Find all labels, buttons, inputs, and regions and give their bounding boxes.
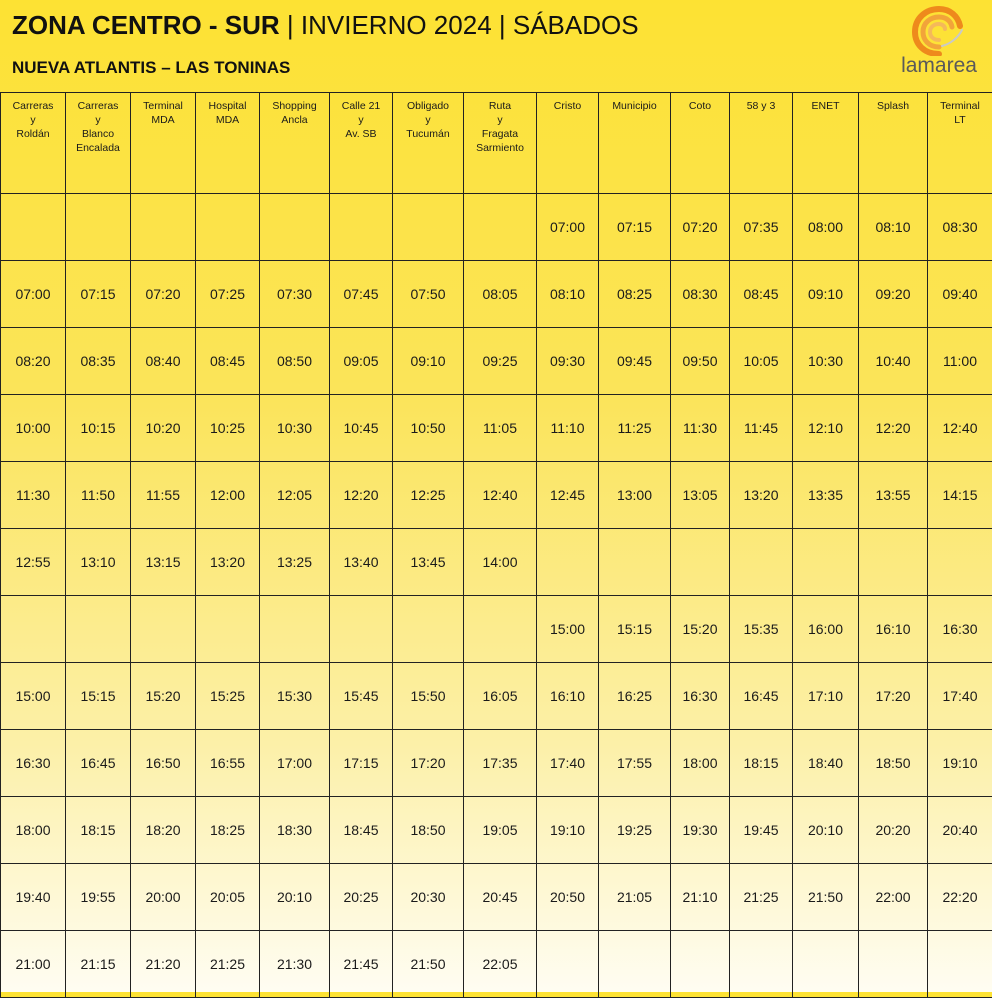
page-title xyxy=(12,8,639,42)
stop-header-line: Obligado xyxy=(393,99,463,113)
stop-header-line: Splash xyxy=(859,99,927,113)
time-cell: 13:20 xyxy=(730,462,793,529)
stop-header-line: ENET xyxy=(793,99,858,113)
time-cell: 22:20 xyxy=(928,864,992,931)
stop-header-line: LT xyxy=(928,113,992,127)
time-cell: 16:30 xyxy=(671,663,730,730)
stop-header xyxy=(464,93,537,194)
stop-header-line: Carreras xyxy=(66,99,130,113)
time-cell: 18:45 xyxy=(330,797,393,864)
time-cell: 16:55 xyxy=(196,730,260,797)
time-cell: 19:30 xyxy=(671,797,730,864)
stop-header xyxy=(730,93,793,194)
schedule-body xyxy=(1,194,992,998)
time-cell: 07:15 xyxy=(66,261,131,328)
stop-header-line: Terminal xyxy=(131,99,195,113)
time-cell: 20:00 xyxy=(131,864,196,931)
time-cell: 16:10 xyxy=(859,596,928,663)
time-cell xyxy=(599,931,671,998)
time-cell: 17:20 xyxy=(393,730,464,797)
time-cell xyxy=(671,931,730,998)
time-cell xyxy=(260,194,330,261)
stop-header-line: 58 y 3 xyxy=(730,99,792,113)
time-cell: 20:45 xyxy=(464,864,537,931)
time-cell: 16:25 xyxy=(599,663,671,730)
time-cell: 12:05 xyxy=(260,462,330,529)
time-cell: 07:30 xyxy=(260,261,330,328)
time-cell: 08:00 xyxy=(793,194,859,261)
time-cell: 21:00 xyxy=(1,931,66,998)
time-cell: 10:45 xyxy=(330,395,393,462)
stop-header xyxy=(330,93,393,194)
stop-header-line: Ancla xyxy=(260,113,329,127)
table-row xyxy=(1,328,992,395)
time-cell: 11:50 xyxy=(66,462,131,529)
stop-header-line: Roldán xyxy=(1,127,65,141)
time-cell: 11:30 xyxy=(1,462,66,529)
time-cell xyxy=(730,931,793,998)
time-cell: 11:10 xyxy=(537,395,599,462)
time-cell: 19:25 xyxy=(599,797,671,864)
title-season: | INVIERNO 2024 | SÁBADOS xyxy=(280,10,639,40)
time-cell: 16:50 xyxy=(131,730,196,797)
time-cell: 16:00 xyxy=(793,596,859,663)
logo-text: lamarea xyxy=(894,54,984,78)
time-cell: 10:30 xyxy=(260,395,330,462)
stop-header-line: y xyxy=(1,113,65,127)
stop-header-line: Ruta xyxy=(464,99,536,113)
time-cell: 17:40 xyxy=(537,730,599,797)
time-cell: 19:10 xyxy=(537,797,599,864)
stop-header-line: Terminal xyxy=(928,99,992,113)
time-cell: 13:05 xyxy=(671,462,730,529)
stop-header-line: Hospital xyxy=(196,99,259,113)
time-cell: 15:25 xyxy=(196,663,260,730)
time-cell: 13:35 xyxy=(793,462,859,529)
time-cell: 21:25 xyxy=(730,864,793,931)
spiral-wave-icon xyxy=(912,6,966,56)
table-row xyxy=(1,462,992,529)
time-cell: 19:10 xyxy=(928,730,992,797)
time-cell: 07:00 xyxy=(1,261,66,328)
time-cell: 10:20 xyxy=(131,395,196,462)
stop-header-line: MDA xyxy=(131,113,195,127)
time-cell: 08:20 xyxy=(1,328,66,395)
time-cell: 09:10 xyxy=(393,328,464,395)
time-cell xyxy=(599,529,671,596)
time-cell: 09:40 xyxy=(928,261,992,328)
time-cell: 10:50 xyxy=(393,395,464,462)
time-cell: 09:05 xyxy=(330,328,393,395)
stop-header-line: Cristo xyxy=(537,99,598,113)
time-cell: 13:25 xyxy=(260,529,330,596)
stop-header-line: y xyxy=(66,113,130,127)
time-cell: 20:50 xyxy=(537,864,599,931)
time-cell xyxy=(330,194,393,261)
stop-header xyxy=(260,93,330,194)
stop-header xyxy=(859,93,928,194)
time-cell: 17:15 xyxy=(330,730,393,797)
time-cell: 07:45 xyxy=(330,261,393,328)
time-cell: 10:25 xyxy=(196,395,260,462)
time-cell xyxy=(537,529,599,596)
time-cell: 11:55 xyxy=(131,462,196,529)
page-header xyxy=(0,0,992,92)
time-cell: 18:20 xyxy=(131,797,196,864)
time-cell: 18:50 xyxy=(859,730,928,797)
time-cell: 21:30 xyxy=(260,931,330,998)
stop-header xyxy=(131,93,196,194)
time-cell: 19:45 xyxy=(730,797,793,864)
time-cell xyxy=(928,529,992,596)
table-row xyxy=(1,663,992,730)
stop-header-line: Shopping xyxy=(260,99,329,113)
time-cell: 07:50 xyxy=(393,261,464,328)
time-cell: 12:25 xyxy=(393,462,464,529)
time-cell: 18:00 xyxy=(1,797,66,864)
time-cell: 08:10 xyxy=(859,194,928,261)
time-cell xyxy=(928,931,992,998)
time-cell: 13:00 xyxy=(599,462,671,529)
time-cell: 10:40 xyxy=(859,328,928,395)
stop-header xyxy=(599,93,671,194)
time-cell: 13:20 xyxy=(196,529,260,596)
table-row xyxy=(1,931,992,998)
time-cell xyxy=(859,529,928,596)
time-cell: 07:00 xyxy=(537,194,599,261)
stop-header-line: Municipio xyxy=(599,99,670,113)
time-cell: 15:00 xyxy=(1,663,66,730)
time-cell xyxy=(730,529,793,596)
table-row xyxy=(1,261,992,328)
time-cell: 21:20 xyxy=(131,931,196,998)
time-cell xyxy=(66,194,131,261)
stop-header-line: Av. SB xyxy=(330,127,392,141)
time-cell: 15:15 xyxy=(599,596,671,663)
time-cell: 13:15 xyxy=(131,529,196,596)
time-cell: 15:20 xyxy=(671,596,730,663)
time-cell: 21:45 xyxy=(330,931,393,998)
time-cell: 11:30 xyxy=(671,395,730,462)
time-cell: 10:15 xyxy=(66,395,131,462)
stop-header-line: Fragata xyxy=(464,127,536,141)
stop-header xyxy=(928,93,992,194)
time-cell: 12:20 xyxy=(859,395,928,462)
schedule-table xyxy=(0,92,992,998)
table-row xyxy=(1,797,992,864)
time-cell: 07:20 xyxy=(671,194,730,261)
time-cell: 18:30 xyxy=(260,797,330,864)
time-cell: 08:45 xyxy=(730,261,793,328)
time-cell: 11:00 xyxy=(928,328,992,395)
stop-header xyxy=(793,93,859,194)
time-cell: 17:10 xyxy=(793,663,859,730)
time-cell: 08:35 xyxy=(66,328,131,395)
time-cell: 08:50 xyxy=(260,328,330,395)
stop-header xyxy=(196,93,260,194)
time-cell: 18:15 xyxy=(66,797,131,864)
time-cell: 12:00 xyxy=(196,462,260,529)
time-cell: 09:30 xyxy=(537,328,599,395)
time-cell: 17:35 xyxy=(464,730,537,797)
time-cell: 15:35 xyxy=(730,596,793,663)
stop-header-line: y xyxy=(464,113,536,127)
time-cell: 21:15 xyxy=(66,931,131,998)
time-cell: 10:05 xyxy=(730,328,793,395)
time-cell: 21:50 xyxy=(393,931,464,998)
time-cell: 18:15 xyxy=(730,730,793,797)
time-cell xyxy=(196,596,260,663)
time-cell: 12:55 xyxy=(1,529,66,596)
time-cell: 07:35 xyxy=(730,194,793,261)
lamarea-logo xyxy=(894,6,984,78)
time-cell: 12:40 xyxy=(928,395,992,462)
time-cell: 22:05 xyxy=(464,931,537,998)
time-cell xyxy=(196,194,260,261)
stop-header-line: MDA xyxy=(196,113,259,127)
time-cell: 20:05 xyxy=(196,864,260,931)
time-cell xyxy=(671,529,730,596)
time-cell: 20:20 xyxy=(859,797,928,864)
time-cell xyxy=(859,931,928,998)
time-cell: 15:00 xyxy=(537,596,599,663)
time-cell: 09:45 xyxy=(599,328,671,395)
table-row xyxy=(1,395,992,462)
time-cell xyxy=(793,931,859,998)
time-cell: 09:10 xyxy=(793,261,859,328)
stop-header xyxy=(393,93,464,194)
time-cell: 08:05 xyxy=(464,261,537,328)
time-cell: 12:20 xyxy=(330,462,393,529)
time-cell: 21:25 xyxy=(196,931,260,998)
stop-header xyxy=(537,93,599,194)
time-cell: 08:25 xyxy=(599,261,671,328)
stop-header-line: Tucumán xyxy=(393,127,463,141)
table-row xyxy=(1,194,992,261)
time-cell: 19:05 xyxy=(464,797,537,864)
time-cell: 18:50 xyxy=(393,797,464,864)
table-row xyxy=(1,529,992,596)
time-cell: 21:05 xyxy=(599,864,671,931)
time-cell: 20:25 xyxy=(330,864,393,931)
time-cell: 15:20 xyxy=(131,663,196,730)
time-cell xyxy=(66,596,131,663)
time-cell: 18:40 xyxy=(793,730,859,797)
time-cell: 13:10 xyxy=(66,529,131,596)
time-cell: 20:40 xyxy=(928,797,992,864)
time-cell: 09:25 xyxy=(464,328,537,395)
table-row xyxy=(1,730,992,797)
header-row xyxy=(1,93,992,194)
time-cell: 12:10 xyxy=(793,395,859,462)
time-cell: 15:30 xyxy=(260,663,330,730)
title-zone: ZONA CENTRO - SUR xyxy=(12,10,280,40)
time-cell: 17:55 xyxy=(599,730,671,797)
stop-header-line: Calle 21 xyxy=(330,99,392,113)
stop-header-line: Coto xyxy=(671,99,729,113)
time-cell xyxy=(330,596,393,663)
time-cell: 15:15 xyxy=(66,663,131,730)
time-cell: 17:40 xyxy=(928,663,992,730)
time-cell: 21:50 xyxy=(793,864,859,931)
time-cell: 20:30 xyxy=(393,864,464,931)
time-cell: 08:30 xyxy=(671,261,730,328)
time-cell: 08:40 xyxy=(131,328,196,395)
time-cell: 13:55 xyxy=(859,462,928,529)
time-cell xyxy=(1,194,66,261)
time-cell: 11:05 xyxy=(464,395,537,462)
time-cell: 20:10 xyxy=(260,864,330,931)
time-cell: 12:45 xyxy=(537,462,599,529)
time-cell xyxy=(793,529,859,596)
time-cell: 15:50 xyxy=(393,663,464,730)
time-cell: 12:40 xyxy=(464,462,537,529)
time-cell: 19:55 xyxy=(66,864,131,931)
time-cell: 07:25 xyxy=(196,261,260,328)
time-cell: 21:10 xyxy=(671,864,730,931)
time-cell xyxy=(393,194,464,261)
time-cell: 20:10 xyxy=(793,797,859,864)
stop-header xyxy=(66,93,131,194)
time-cell: 14:00 xyxy=(464,529,537,596)
time-cell xyxy=(1,596,66,663)
time-cell: 09:20 xyxy=(859,261,928,328)
time-cell: 11:25 xyxy=(599,395,671,462)
time-cell: 16:30 xyxy=(1,730,66,797)
time-cell: 11:45 xyxy=(730,395,793,462)
stop-header-line: Carreras xyxy=(1,99,65,113)
time-cell: 16:10 xyxy=(537,663,599,730)
time-cell: 13:45 xyxy=(393,529,464,596)
stop-header-line: y xyxy=(330,113,392,127)
stop-header-line: y xyxy=(393,113,463,127)
time-cell: 13:40 xyxy=(330,529,393,596)
time-cell: 16:45 xyxy=(730,663,793,730)
time-cell: 16:45 xyxy=(66,730,131,797)
time-cell xyxy=(260,596,330,663)
time-cell: 22:00 xyxy=(859,864,928,931)
stop-header xyxy=(1,93,66,194)
time-cell: 18:25 xyxy=(196,797,260,864)
time-cell: 08:30 xyxy=(928,194,992,261)
stop-header xyxy=(671,93,730,194)
stop-header-line: Blanco xyxy=(66,127,130,141)
time-cell: 07:20 xyxy=(131,261,196,328)
time-cell: 18:00 xyxy=(671,730,730,797)
time-cell: 08:45 xyxy=(196,328,260,395)
time-cell: 08:10 xyxy=(537,261,599,328)
stop-header-line: Encalada xyxy=(66,141,130,155)
time-cell xyxy=(393,596,464,663)
table-row xyxy=(1,864,992,931)
time-cell: 10:00 xyxy=(1,395,66,462)
route-subtitle: NUEVA ATLANTIS – LAS TONINAS xyxy=(12,58,290,78)
time-cell: 07:15 xyxy=(599,194,671,261)
stop-header-line: Sarmiento xyxy=(464,141,536,155)
time-cell xyxy=(131,194,196,261)
time-cell: 16:30 xyxy=(928,596,992,663)
time-cell: 16:05 xyxy=(464,663,537,730)
time-cell: 17:00 xyxy=(260,730,330,797)
time-cell: 14:15 xyxy=(928,462,992,529)
time-cell: 19:40 xyxy=(1,864,66,931)
time-cell xyxy=(131,596,196,663)
time-cell xyxy=(537,931,599,998)
time-cell: 17:20 xyxy=(859,663,928,730)
time-cell: 09:50 xyxy=(671,328,730,395)
time-cell: 10:30 xyxy=(793,328,859,395)
time-cell: 15:45 xyxy=(330,663,393,730)
table-row xyxy=(1,596,992,663)
time-cell xyxy=(464,596,537,663)
time-cell xyxy=(464,194,537,261)
